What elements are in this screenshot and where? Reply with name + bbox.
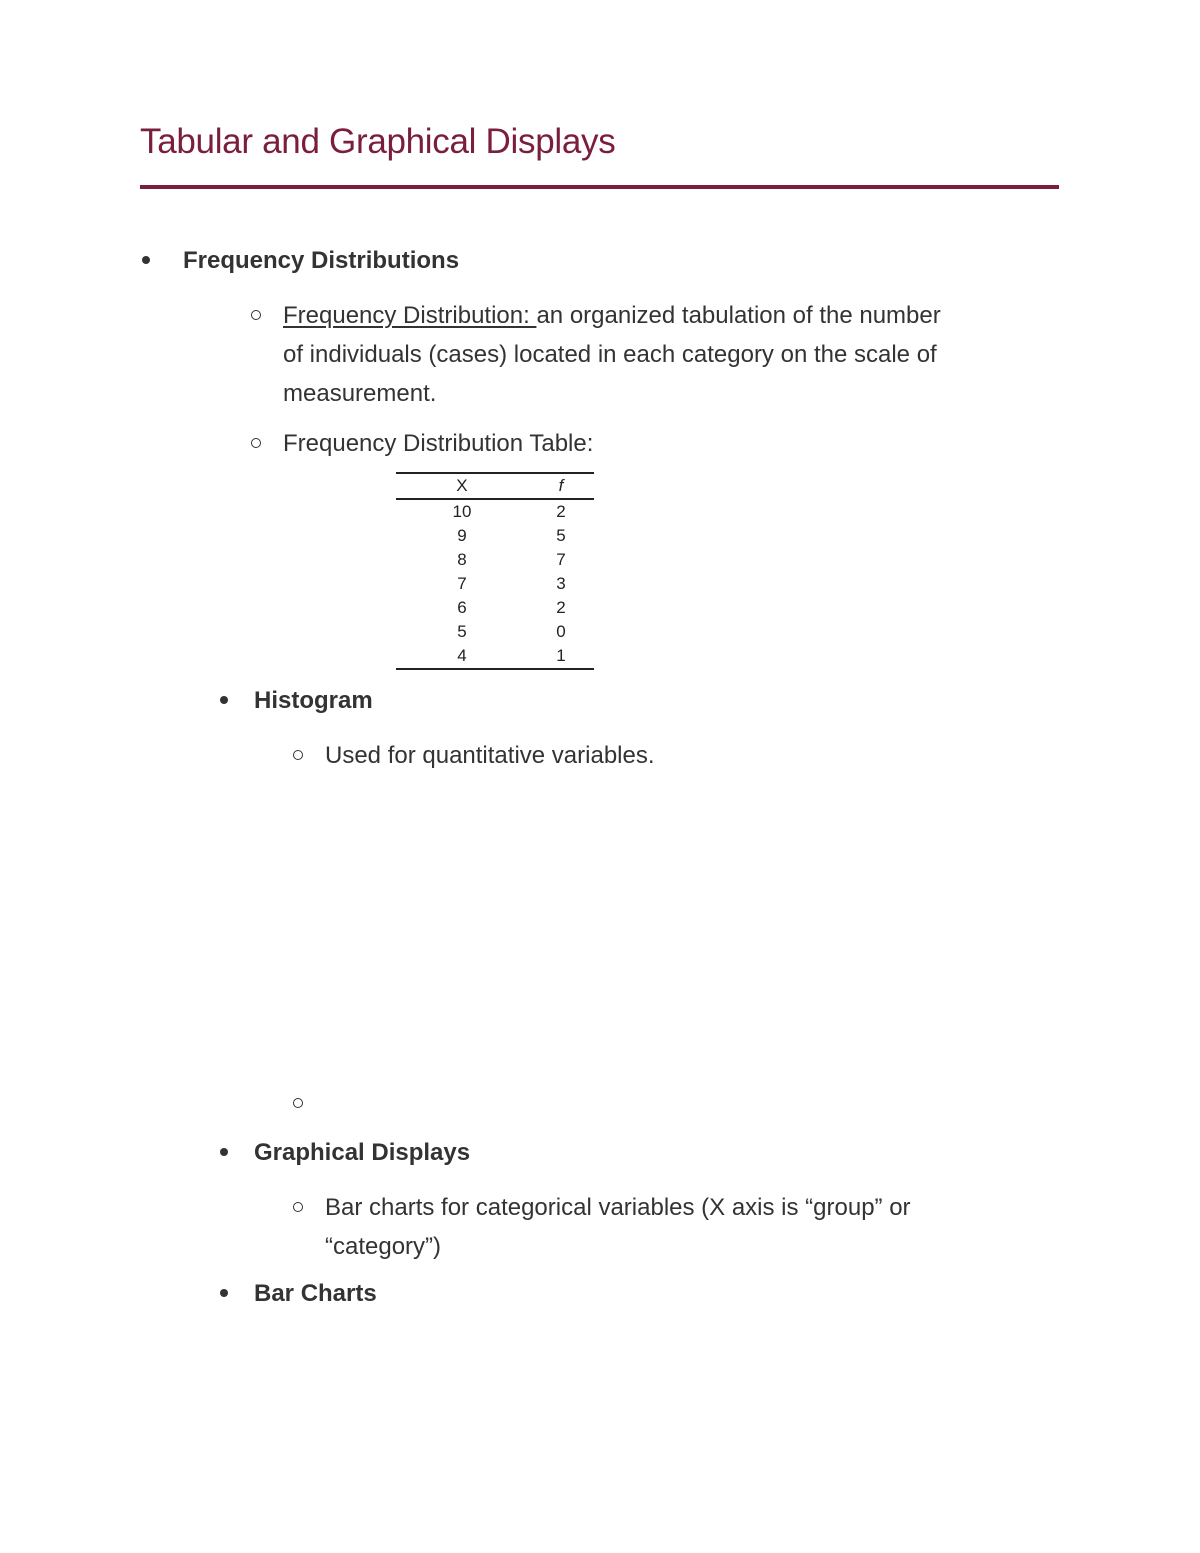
definition-term: Frequency Distribution: [283, 302, 537, 329]
cell-x: 5 [457, 622, 467, 641]
circle-bullet-icon [293, 750, 303, 760]
definition-line-2: of individuals (cases) located in each category on the scale of [283, 341, 937, 368]
heading-frequency-distributions: Frequency Distributions [183, 247, 460, 274]
cell-x: 10 [452, 502, 472, 521]
circle-bullet-icon [293, 1098, 303, 1108]
cell-x: 7 [457, 574, 467, 593]
cell-f: 1 [556, 646, 566, 665]
circle-bullet-icon [293, 1202, 303, 1212]
bullet-icon [142, 256, 150, 264]
cell-x: 8 [457, 550, 467, 569]
heading-histogram: Histogram [254, 687, 373, 714]
definition-text: an organized tabulation of the number [536, 302, 941, 329]
table-row [396, 524, 594, 548]
frequency-table [396, 472, 594, 670]
cell-f: 2 [556, 598, 566, 617]
table-row [396, 596, 594, 620]
definition-line-3: measurement. [283, 380, 437, 407]
graphical-item-line-2: “category”) [325, 1233, 442, 1260]
table-row [396, 572, 594, 596]
cell-f: 2 [556, 502, 566, 521]
cell-f: 7 [556, 550, 566, 569]
title-divider [140, 185, 1059, 189]
heading-graphical-displays: Graphical Displays [254, 1139, 471, 1166]
cell-f: 5 [556, 526, 566, 545]
cell-x: 6 [457, 598, 467, 617]
table-row [396, 644, 594, 669]
table-row [396, 499, 594, 524]
cell-x: 4 [457, 646, 467, 665]
table-label: Frequency Distribution Table: [283, 430, 594, 457]
graphical-item-line-1: Bar charts for categorical variables (X axis is “group” or [325, 1194, 911, 1221]
definition-line-1 [283, 296, 941, 335]
histogram-item-1: Used for quantitative variables. [325, 742, 655, 769]
bullet-icon [220, 1289, 228, 1297]
cell-f: 0 [556, 622, 566, 641]
page-title: Tabular and Graphical Displays [140, 122, 616, 161]
bullet-icon [220, 1148, 228, 1156]
heading-bar-charts: Bar Charts [254, 1280, 377, 1307]
table-header-row [396, 473, 594, 499]
cell-x: 9 [457, 526, 467, 545]
circle-bullet-icon [251, 438, 261, 448]
table-row [396, 548, 594, 572]
header-x: X [456, 476, 468, 495]
circle-bullet-icon [251, 310, 261, 320]
header-f: f [558, 476, 564, 495]
table-row [396, 620, 594, 644]
bullet-icon [220, 696, 228, 704]
cell-f: 3 [556, 574, 566, 593]
